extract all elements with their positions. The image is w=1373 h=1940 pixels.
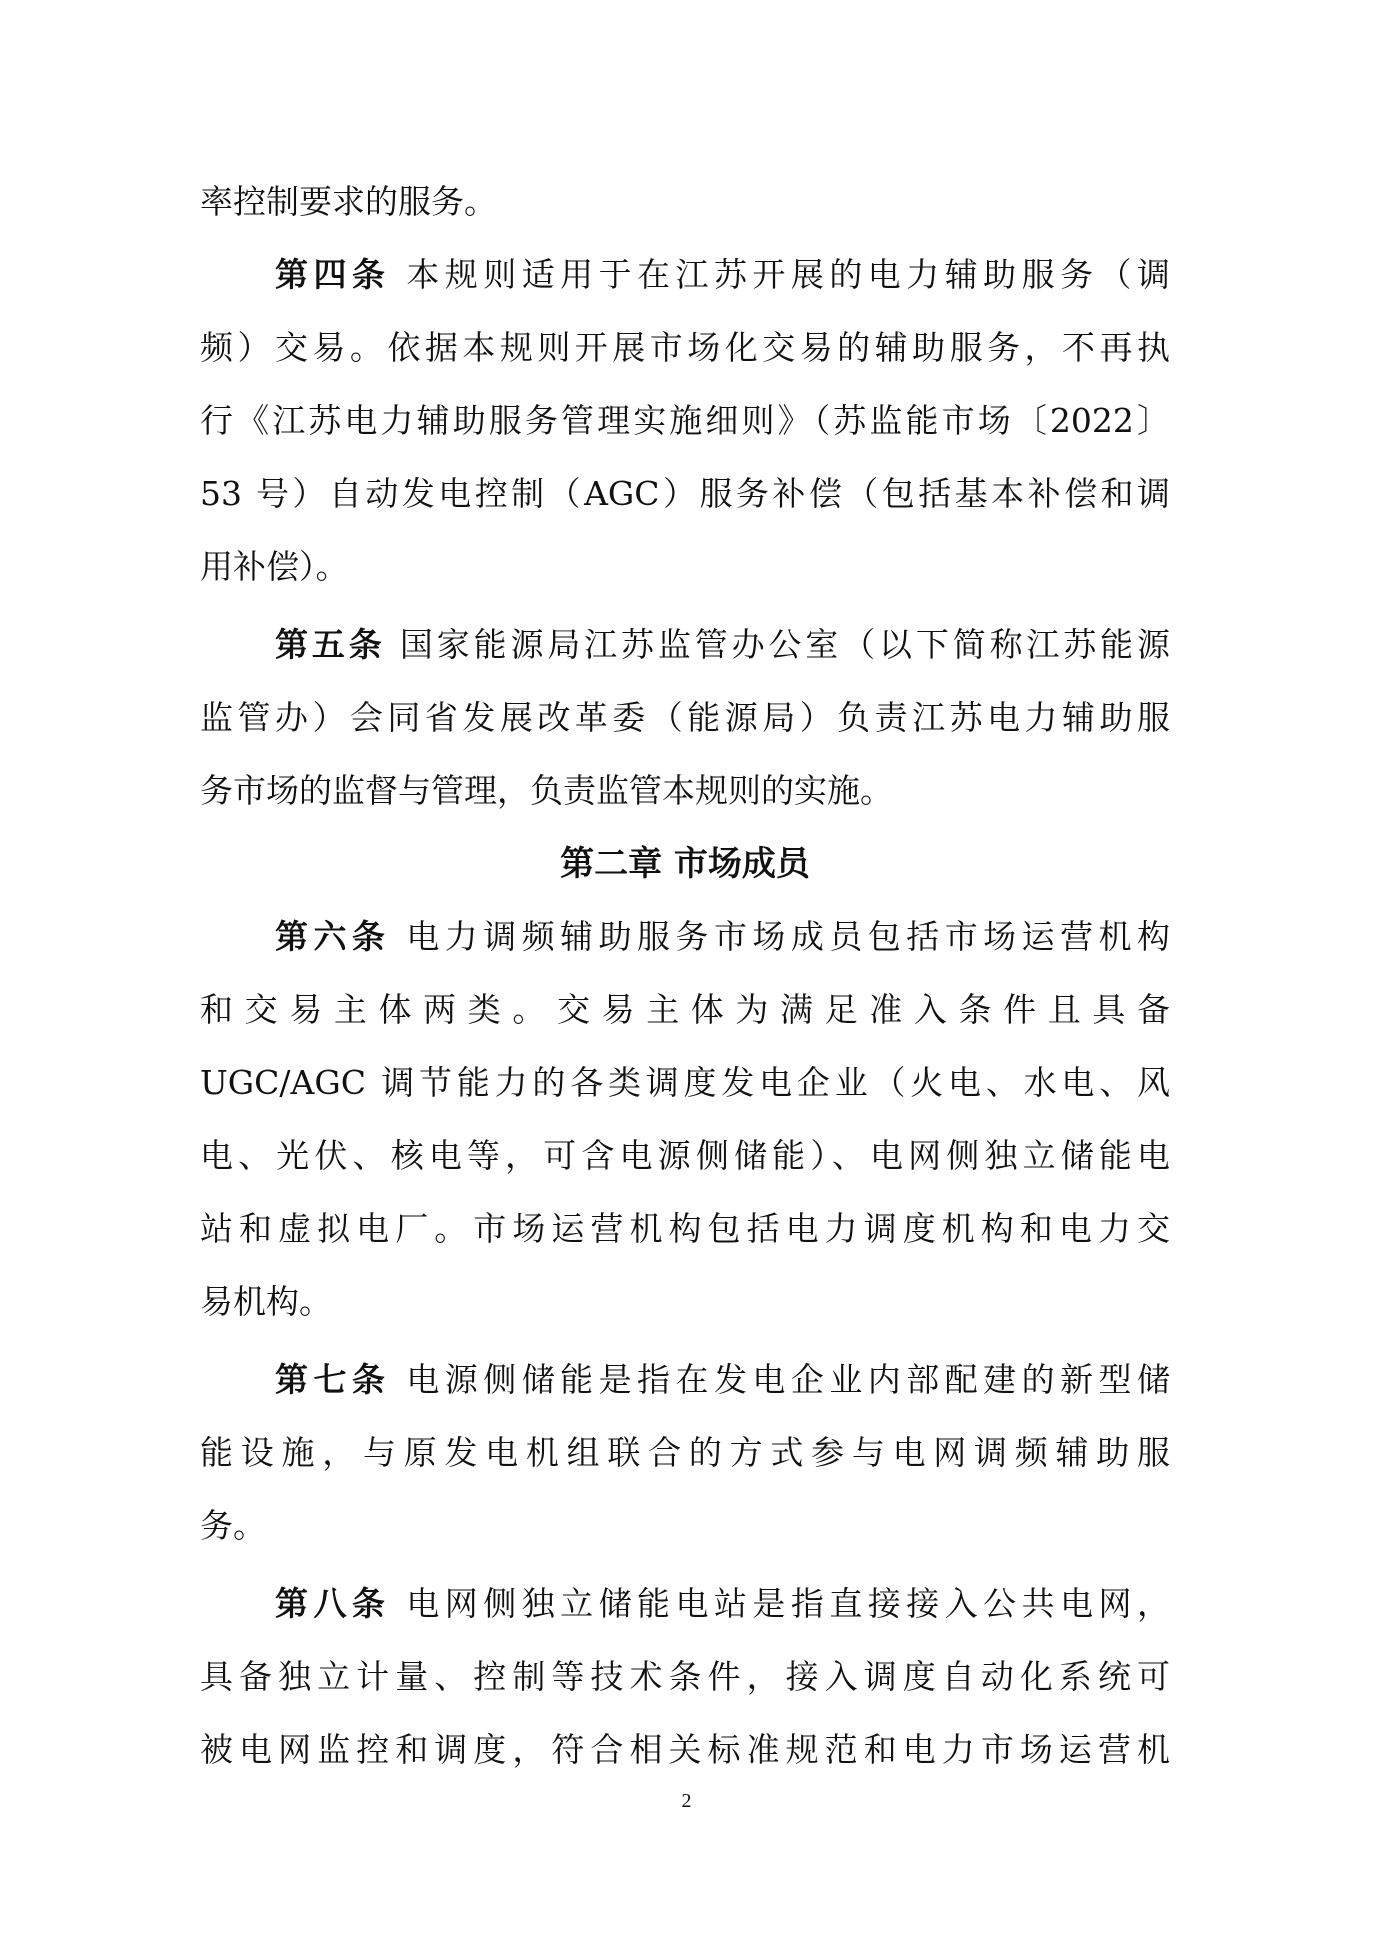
text-line: 用补偿）。 [200, 547, 349, 586]
text-line: 务市场的监督与管理，负责监管本规则的实施。 [200, 771, 893, 810]
text-line: 监管办）会同省发展改革委（能源局）负责江苏电力辅助服 [200, 698, 1170, 737]
page-number: 2 [681, 1790, 692, 1812]
article-6-line: 第六条 电力调频辅助服务市场成员包括市场运营机构 [275, 917, 1170, 956]
text-line: 易机构。 [200, 1282, 332, 1321]
text-line: 频）交易。依据本规则开展市场化交易的辅助服务，不再执 [200, 328, 1170, 367]
text-line: 具备独立计量、控制等技术条件，接入调度自动化系统可 [200, 1657, 1170, 1696]
article-7-line: 第七条 电源侧储能是指在发电企业内部配建的新型储 [275, 1360, 1170, 1399]
article-4-line: 第四条 本规则适用于在江苏开展的电力辅助服务（调 [275, 255, 1170, 294]
text-line: 率控制要求的服务。 [200, 182, 497, 221]
article-8-line: 第八条 电网侧独立储能电站是指直接接入公共电网， [275, 1584, 1170, 1623]
article-number: 第八条 [275, 1584, 391, 1623]
text-line: 和交易主体两类。交易主体为满足准入条件且具备 [200, 990, 1170, 1029]
article-number: 第五条 [275, 625, 386, 664]
article-5-line: 第五条 国家能源局江苏监管办公室（以下简称江苏能源 [275, 625, 1170, 664]
text-line: 务。 [200, 1506, 266, 1545]
article-number: 第六条 [275, 917, 391, 956]
article-number: 第七条 [275, 1360, 391, 1399]
text-line: UGC/AGC 调节能力的各类调度发电企业（火电、水电、风 [200, 1063, 1170, 1102]
chapter-heading: 第二章 市场成员 [560, 844, 810, 884]
text-line: 能设施，与原发电机组联合的方式参与电网调频辅助服 [200, 1433, 1170, 1472]
text-line: 行《江苏电力辅助服务管理实施细则》（苏监能市场〔2022〕 [200, 401, 1170, 440]
text-line: 站和虚拟电厂。市场运营机构包括电力调度机构和电力交 [200, 1209, 1170, 1248]
article-number: 第四条 [275, 255, 391, 294]
text-line: 电、光伏、核电等，可含电源侧储能）、电网侧独立储能电 [200, 1136, 1170, 1175]
text-line: 53 号）自动发电控制（AGC）服务补偿（包括基本补偿和调 [200, 474, 1170, 513]
text-line: 被电网监控和调度，符合相关标准规范和电力市场运营机 [200, 1730, 1170, 1769]
